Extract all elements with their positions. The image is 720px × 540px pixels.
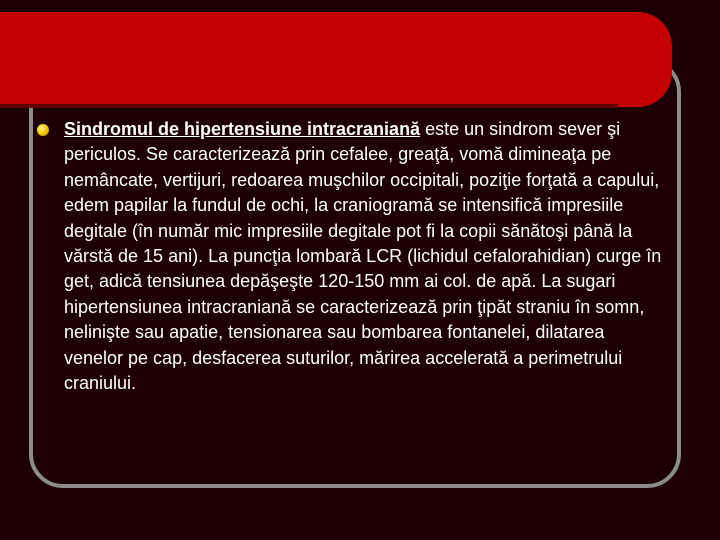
bullet-body-text: este un sindrom sever şi periculos. Se caracterizează prin cefalee, greaţă, vomă dimineaţa pe nemâncate, vertijuri, redoarea muşchilor occipitali, poziţie forţată a capului, edem papilar la fundul de ochi, la craniogramă se intensifică impresiile degitale (în număr mic impresiile degitale pot fi la copii sănătoşi până la vărstă de 15 ani). La puncţia lombară LCR (lichidul cefalorahidian) curge în get, adică tensiunea depăşeşte 120-150 mm ai col. de apă. La sugari hipertensiunea intracraniană se caracterizează prin ţipăt straniu în somn, nelinişte sau apatie, tensionarea sau bombarea fontanelei, dilatarea venelor pe cap, desfacerea suturilor, mărirea accelerată a perimetrului craniului. <box>64 119 662 394</box>
bullet-paragraph <box>64 117 664 396</box>
banner-divider <box>0 104 618 108</box>
bullet-dot-icon <box>37 124 49 136</box>
bullet-lead-term: Sindromul de hipertensiune intracraniană <box>64 119 421 139</box>
title-banner <box>0 12 672 107</box>
